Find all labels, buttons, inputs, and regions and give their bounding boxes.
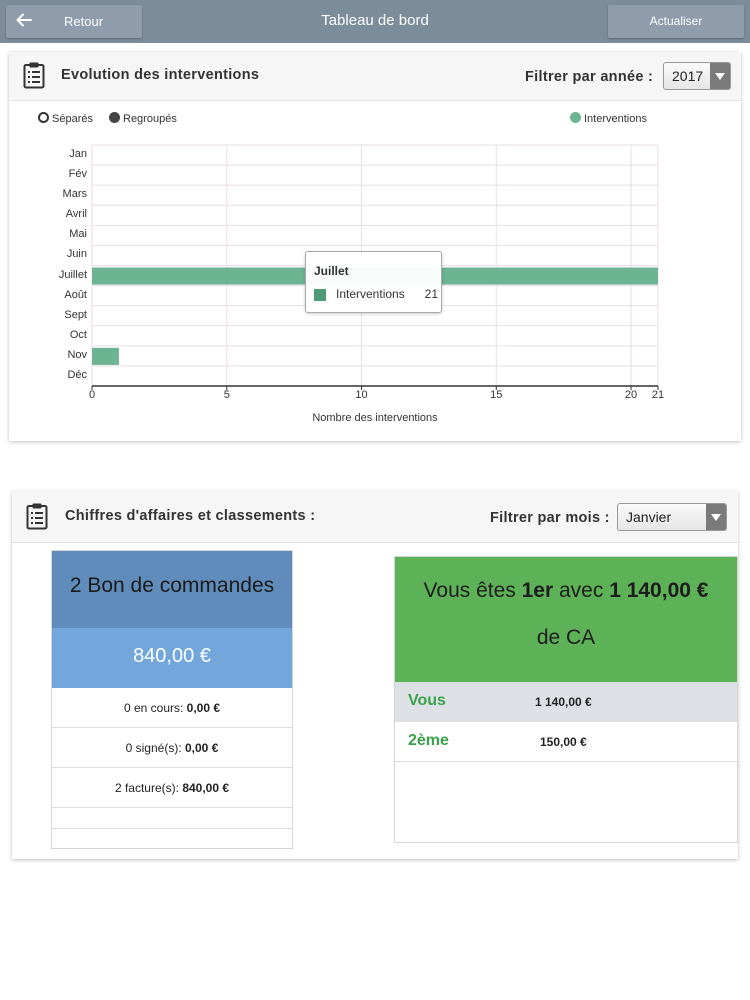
rank-row-amount: 150,00 € <box>540 735 587 749</box>
x-axis-title: Nombre des interventions <box>312 412 438 424</box>
month-select[interactable] <box>617 503 727 531</box>
ranking-rank: 1er <box>521 579 554 602</box>
page-title: Tableau de bord <box>321 12 429 29</box>
x-tick-label: 0 <box>88 389 96 401</box>
x-tick-label: 5 <box>223 389 230 401</box>
orders-row-factures <box>52 768 292 808</box>
refresh-button[interactable]: Actualiser <box>608 5 744 38</box>
year-filter-label: Filtrer par année : <box>525 69 654 85</box>
y-tick-label: Nov <box>67 348 87 361</box>
orders-row-label: 0 en cours: <box>123 701 184 715</box>
chevron-down-icon <box>706 504 726 530</box>
x-tick-label: 20 <box>624 389 638 401</box>
rank-row-you <box>395 682 737 722</box>
y-tick-label: Mai <box>69 228 87 241</box>
clipboard-icon <box>26 502 48 530</box>
orders-row-label: 0 signé(s): <box>125 741 182 755</box>
rank-row-amount: 1 140,00 € <box>535 695 592 709</box>
tooltip-series: Interventions <box>336 287 405 301</box>
y-tick-label: Août <box>64 288 87 301</box>
y-tick-label: Fév <box>68 168 87 181</box>
y-tick-label: Jan <box>69 148 87 161</box>
orders-row-value: 840,00 € <box>182 781 230 795</box>
y-tick-label: Mars <box>62 188 87 201</box>
orders-row-label: 2 facture(s): <box>114 781 179 795</box>
orders-row-value: 0,00 € <box>186 701 221 715</box>
chart-tooltip <box>305 251 442 313</box>
ranking-amount: 1 140,00 € <box>609 579 709 602</box>
revenue-panel-header <box>12 491 738 543</box>
rank-row-name: 2ème <box>408 732 449 749</box>
ranking-headline-prefix: Vous êtes <box>423 579 522 602</box>
ranking-headline-line1 <box>395 579 737 603</box>
bar-Nov <box>92 348 119 365</box>
interventions-title: Evolution des interventions <box>61 67 260 83</box>
orders-row-empty <box>52 808 292 829</box>
ranking-headline-mid: avec <box>553 579 610 602</box>
interventions-chart <box>0 0 750 450</box>
x-tick-label: 10 <box>355 389 368 401</box>
ranking-headline-line2: de CA <box>536 626 596 649</box>
orders-row-signes <box>52 728 292 768</box>
y-tick-label: Juin <box>66 248 87 261</box>
orders-row-en-cours <box>52 688 292 728</box>
orders-row-value: 0,00 € <box>185 741 219 755</box>
tooltip-value: 21 <box>424 287 438 301</box>
ranking-card <box>394 556 738 843</box>
radio-regroupes-label: Regroupés <box>123 113 177 125</box>
orders-amount: 840,00 € <box>52 628 292 688</box>
y-tick-label: Sept <box>64 308 87 321</box>
x-tick-label: 21 <box>651 389 665 401</box>
month-filter-label: Filtrer par mois : <box>490 510 610 526</box>
revenue-title: Chiffres d'affaires et classements : <box>65 508 316 524</box>
y-tick-label: Oct <box>69 328 87 341</box>
tooltip-swatch <box>314 289 326 301</box>
orders-card <box>51 550 293 849</box>
orders-title: 2 Bon de commandes <box>52 551 292 628</box>
y-tick-label: Juillet <box>58 268 87 281</box>
x-tick-label: 15 <box>490 389 503 401</box>
legend-interventions-label: Interventions <box>584 113 647 125</box>
rank-row-second <box>395 722 737 762</box>
year-select-value: 2017 <box>672 68 704 84</box>
y-tick-label: Déc <box>67 368 87 381</box>
back-button-label: Retour <box>64 14 104 29</box>
radio-separes-label: Séparés <box>52 113 93 125</box>
tooltip-title: Juillet <box>314 264 349 278</box>
rank-row-name: Vous <box>408 692 446 709</box>
y-tick-label: Avril <box>65 208 87 221</box>
ranking-headline <box>395 557 737 682</box>
month-select-value: Janvier <box>626 509 672 525</box>
